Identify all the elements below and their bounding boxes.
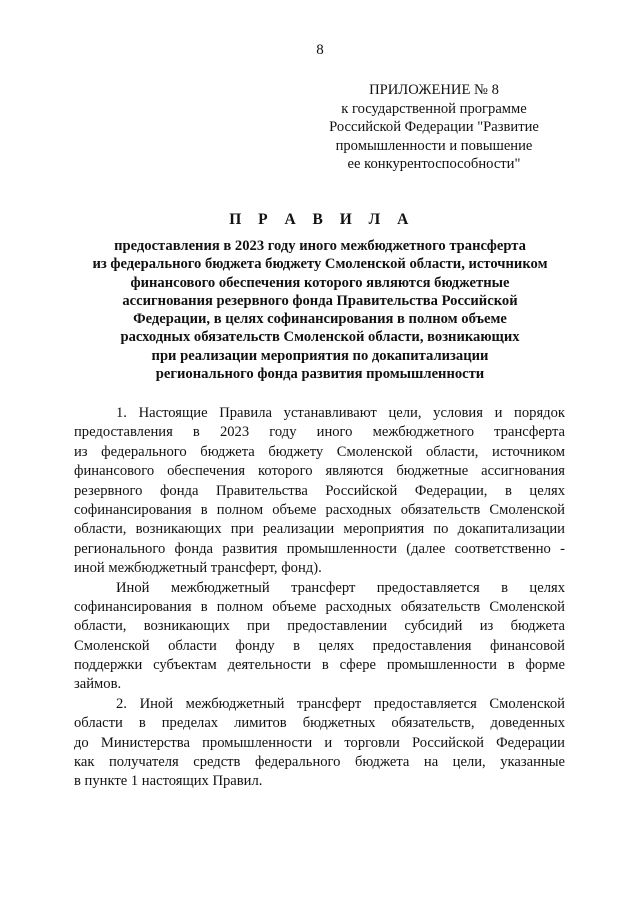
paragraph-line: Смоленской области фонду в целях предоставления финансовой [74, 637, 565, 654]
subtitle-line: регионального фонда развития промышленности [155, 366, 485, 383]
subtitle-line: финансового обеспечения которого являются бюджетные [130, 274, 510, 291]
paragraph-line: предоставления в 2023 году иного межбюджетного трансферта [74, 424, 565, 441]
appendix-line: промышленности и повышение [335, 137, 533, 154]
paragraph-line: поддержки субъектам деятельности в сфере промышленности в форме [74, 657, 565, 674]
subtitle-line: предоставления в 2023 году иного межбюджетного трансферта [114, 238, 526, 254]
subtitle-line: расходных обязательств Смоленской области, возникающих [120, 329, 520, 346]
paragraph-line: в пункте 1 настоящих Правил. [74, 773, 263, 790]
document-subtitle [60, 237, 580, 383]
subtitle-line: при реализации мероприятия по докапитализации [151, 347, 489, 364]
page-number: 8 [316, 42, 324, 58]
appendix-line: ее конкурентоспособности" [347, 156, 521, 173]
paragraph-line: резервного фонда Правительства Российской Федерации, в целях [74, 482, 565, 499]
paragraph-line: 2. Иной межбюджетный трансферт предоставляется Смоленской [116, 695, 565, 712]
paragraph-line: до Министерства промышленности и торговли Российской Федерации [74, 734, 565, 751]
paragraph-line: Иной межбюджетный трансферт предоставляется в целях [116, 579, 565, 596]
subtitle-line: Федерации, в целях софинансирования в полном объеме [133, 311, 507, 328]
paragraph-2 [74, 579, 565, 695]
paragraph-line: регионального фонда развития промышленности (далее соответственно - [74, 540, 565, 557]
subtitle-line: из федерального бюджета бюджету Смоленской области, источником [92, 256, 548, 273]
paragraph-line: софинансирования в полном объеме расходных обязательств Смоленской [74, 501, 565, 518]
paragraph-line: займов. [74, 676, 122, 693]
paragraph-1 [74, 404, 565, 579]
paragraph-line: иной межбюджетный трансферт, фонд). [74, 560, 322, 577]
appendix-line: Российской Федерации "Развитие [329, 119, 539, 136]
appendix-line: к государственной программе [341, 100, 527, 117]
paragraph-line: как получателя средств федерального бюджета на цели, указанные [74, 754, 565, 771]
document-body [74, 404, 565, 792]
paragraph-line: области, возникающих при предоставлении субсидий из бюджета [74, 618, 565, 635]
paragraph-line: 1. Настоящие Правила устанавливают цели, условия и порядок [116, 405, 565, 421]
paragraph-line: финансового обеспечения которого являются бюджетные ассигнования [74, 463, 565, 480]
appendix-line: ПРИЛОЖЕНИЕ № 8 [369, 82, 499, 98]
paragraph-line: области, возникающих при реализации мероприятия по докапитализации [74, 521, 565, 538]
subtitle-line: ассигнования резервного фонда Правительства Российской [122, 292, 518, 309]
paragraph-line: из федерального бюджета бюджету Смоленской области, источником [74, 443, 565, 460]
paragraph-line: софинансирования в полном объеме расходных обязательств Смоленской [74, 598, 565, 615]
paragraph-line: области в пределах лимитов бюджетных обязательств, доведенных [74, 715, 565, 732]
appendix-header [326, 81, 542, 174]
paragraph-3 [74, 695, 565, 792]
document-title: П Р А В И Л А [229, 211, 415, 228]
